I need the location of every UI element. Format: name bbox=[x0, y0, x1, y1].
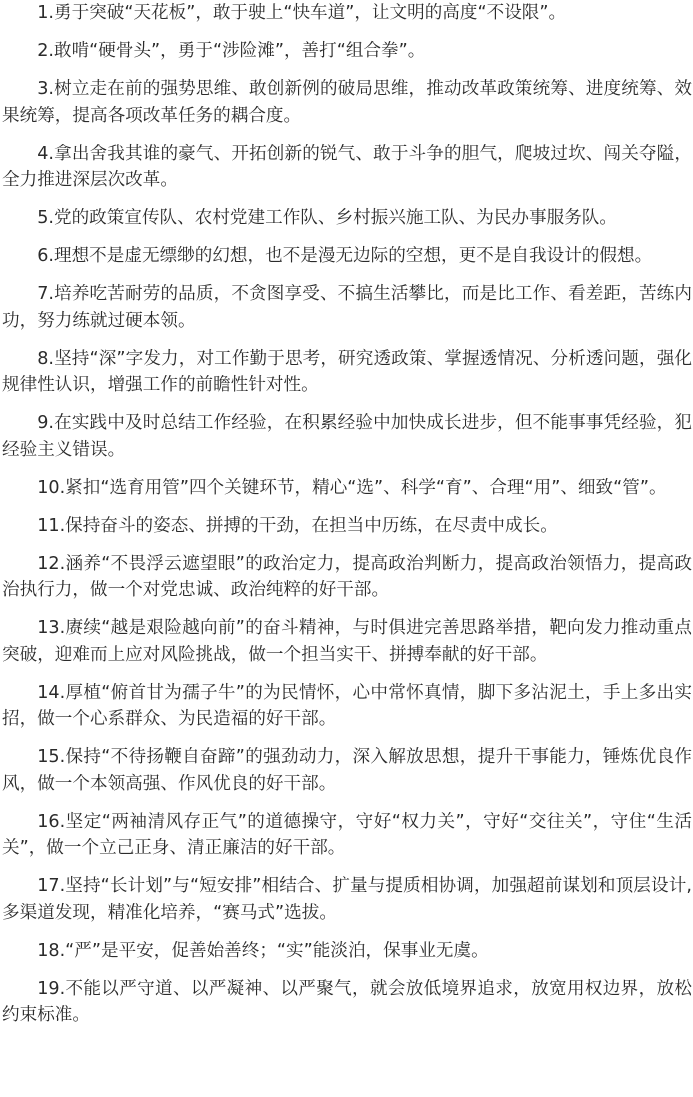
paragraph-12: 12.涵养“不畏浮云遮望眼”的政治定力，提高政治判断力，提高政治领悟力，提高政治执行力，做一个对党忠诚、政治纯粹的好干部。 bbox=[2, 553, 692, 600]
paragraph-18: 18.“严”是平安，促善始善终；“实”能淡泊，保事业无虞。 bbox=[37, 940, 489, 961]
paragraph-6: 6.理想不是虚无缥缈的幻想，也不是漫无边际的空想，更不是自我设计的假想。 bbox=[37, 246, 653, 266]
paragraph-11: 11.保持奋斗的姿态、拼搏的干劲，在担当中历练，在尽责中成长。 bbox=[37, 515, 558, 536]
paragraph-15: 15.保持“不待扬鞭自奋蹄”的强劲动力，深入解放思想，提升干事能力，锤炼优良作风，做一个本领高强、作风优良的好干部。 bbox=[2, 747, 692, 794]
paragraph-7: 7.培养吃苦耐劳的品质，不贪图享受、不搞生活攀比，而是比工作、看差距，苦练内功，努力练就过硬本领。 bbox=[2, 284, 692, 331]
paragraph-2: 2.敢啃“硬骨头”，勇于“涉险滩”，善打“组合拳”。 bbox=[37, 41, 426, 61]
paragraph-17: 17.坚持“长计划”与“短安排”相结合、扩量与提质相协调，加强超前谋划和顶层设计,多渠道发现，精准化培养，“赛马式”选拔。 bbox=[2, 876, 692, 923]
paragraph-10: 10.紧扣“选育用管”四个关键环节，精心“选”、科学“育”、合理“用”、细致“管”。 bbox=[37, 477, 667, 498]
paragraph-9: 9.在实践中及时总结工作经验，在积累经验中加快成长进步，但不能事事凭经验，犯经验主义错误。 bbox=[2, 413, 692, 460]
paragraph-4: 4.拿出舍我其谁的豪气、开拓创新的锐气、敢于斗争的胆气，爬坡过坎、闯关夺隘，全力推进深层次改革。 bbox=[2, 143, 692, 190]
paragraph-3: 3.树立走在前的强势思维、敢创新例的破局思维，推动改革政策统筹、进度统筹、效果统筹，提高各项改革任务的耦合度。 bbox=[2, 79, 692, 126]
paragraph-14: 14.厚植“俯首甘为孺子牛”的为民情怀，心中常怀真情，脚下多沾泥土，手上多出实招，做一个心系群众、为民造福的好干部。 bbox=[2, 682, 692, 729]
paragraph-16: 16.坚定“两袖清风存正气”的道德操守，守好“权力关”，守好“交往关”，守住“生活关”，做一个立己正身、清正廉洁的好干部。 bbox=[2, 811, 692, 858]
paragraph-8: 8.坚持“深”字发力，对工作勤于思考，研究透政策、掌握透情况、分析透问题，强化规律性认识，增强工作的前瞻性针对性。 bbox=[2, 348, 692, 395]
paragraph-19: 19.不能以严守道、以严凝神、以严聚气，就会放低境界追求，放宽用权边界，放松约束标准。 bbox=[2, 978, 692, 1025]
paragraph-5: 5.党的政策宣传队、农村党建工作队、乡村振兴施工队、为民办事服务队。 bbox=[37, 208, 617, 228]
paragraph-13: 13.赓续“越是艰险越向前”的奋斗精神，与时俱进完善思路举措，靶向发力推动重点突破，迎难而上应对风险挑战，做一个担当实干、拼搏奉献的好干部。 bbox=[2, 618, 692, 665]
paragraph-1: 1.勇于突破“天花板”，敢于驶上“快车道”，让文明的高度“不设限”。 bbox=[37, 3, 567, 23]
